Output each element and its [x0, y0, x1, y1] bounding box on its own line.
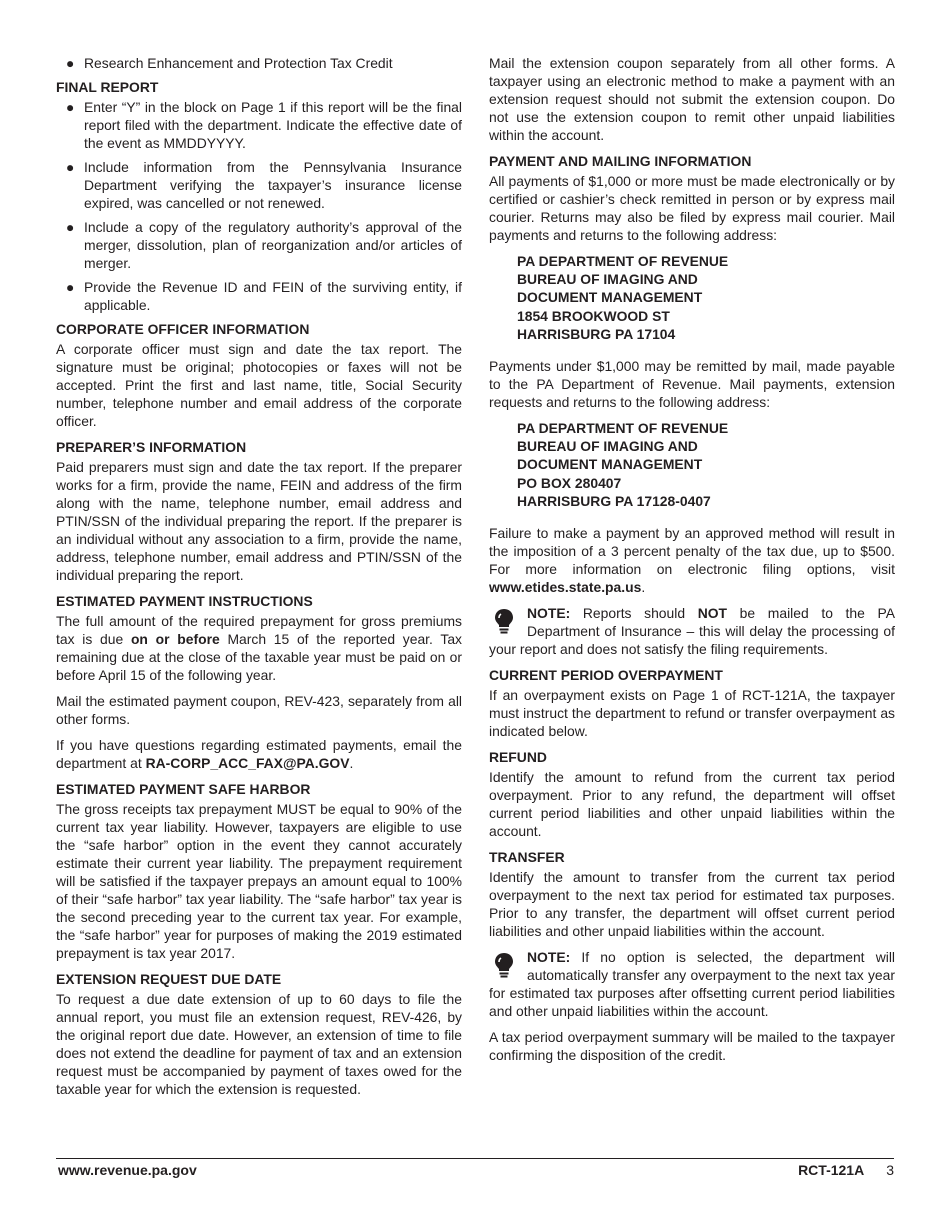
payment-text-1: All payments of $1,000 or more must be made electronically or by certified or cashier’s check remitted in person or by express mail courier. Returns may also be filed by express mail courier. Mail payments and returns to the following address:: [489, 173, 895, 243]
footer-divider: [56, 1158, 894, 1159]
overpayment-text: If an overpayment exists on Page 1 of RCT-121A, the taxpayer must instruct the department to refund or transfer overpayment as indicated below.: [489, 687, 895, 740]
bullet-icon: ●: [66, 55, 75, 71]
extension-text: To request a due date extension of up to 60 days to file the annual report, you must file an extension request, REV-426, by the original report due date. However, an extension of time to file does not extend the deadline for payment of tax and an extension request must be accompanied by payment of taxes owed for the taxable year for which the extension is requested.: [56, 991, 462, 1097]
list-item: ● Include a copy of the regulatory authority’s approval of the merger, dissolution, plan of reorganization and/or articles of merger.: [66, 219, 462, 271]
officer-heading: CORPORATE OFFICER INFORMATION: [56, 321, 310, 337]
payment-text-2: Payments under $1,000 may be remitted by mail, made payable to the PA Department of Revenue. Mail payments, extension requests and returns to the following address:: [489, 358, 895, 411]
preparer-text: Paid preparers must sign and date the tax report. If the preparer works for a firm, provide the name, FEIN and address of the firm along with the name, telephone number, email address and PTIN/SSN of the individual preparing the report. If the preparer is an individual without any association to a firm, provide the name, address, telephone number, email address and PTIN/SSN of the individual preparing the report.: [56, 459, 462, 583]
list-item: ● Include information from the Pennsylvania Insurance Department verifying the taxpayer’s insurance license expired, was cancelled or not renewed.: [66, 159, 462, 211]
footer-url[interactable]: www.revenue.pa.gov: [58, 1162, 197, 1178]
safe-harbor-heading: ESTIMATED PAYMENT SAFE HARBOR: [56, 781, 311, 797]
extension-heading: EXTENSION REQUEST DUE DATE: [56, 971, 282, 987]
final-report-heading: FINAL REPORT: [56, 79, 159, 95]
footer-form-info: [798, 1162, 894, 1178]
estimated-text-2: Mail the estimated payment coupon, REV-423, separately from all other forms.: [56, 693, 462, 727]
mailing-address-1: PA DEPARTMENT OF REVENUE BUREAU OF IMAGING AND DOCUMENT MANAGEMENT 1854 BROOKWOOD ST HARRISBURG PA 17104: [517, 253, 729, 342]
right-column: [489, 54, 895, 1072]
extension-coupon-text: Mail the extension coupon separately from all other forms. A taxpayer using an electronic method to make a payment with an extension request should not submit the extension coupon. Do not use the extension coupon to remit other unpaid liabilities within the account.: [489, 55, 895, 143]
mailing-address-2: PA DEPARTMENT OF REVENUE BUREAU OF IMAGING AND DOCUMENT MANAGEMENT PO BOX 280407 HARRISBURG PA 17128-0407: [517, 420, 729, 509]
officer-text: A corporate officer must sign and date the tax report. The signature must be original; photocopies or faxes will not be accepted. Print the first and last name, title, Social Security number, telephone number and email address of the corporate officer.: [56, 341, 462, 429]
preparer-heading: PREPARER’S INFORMATION: [56, 439, 247, 455]
refund-text: Identify the amount to refund from the current tax period overpayment. Prior to any refund, the department will offset current period liabilities and other unpaid liabilities within the account.: [489, 769, 895, 840]
estimated-text-3: If you have questions regarding estimated payments, email the department at RA-CORP_ACC_FAX@PA.GOV.: [56, 737, 462, 771]
safe-harbor-text: The gross receipts tax prepayment MUST be equal to 90% of the current tax year liability. However, taxpayers are eligible to use the “safe harbor” option in the event they cannot accurately estimate their current year liability. The prepayment requirement will be satisfied if the taxpayer prepays an amount equal to 100% of their “safe harbor” tax year liability. The “safe harbor” tax year is the second preceding year to the current tax year. For example, the “safe harbor” year for purposes of making the 2019 estimated prepayment is tax year 2017.: [56, 801, 462, 961]
payment-text-3: Failure to make a payment by an approved method will result in the imposition of a 3 percent penalty of the tax due, up to $500. For more information on electronic filing options, visit www.etides.state.pa.us.: [489, 525, 895, 596]
summary-text: A tax period overpayment summary will be mailed to the taxpayer confirming the disposition of the credit.: [489, 1029, 895, 1064]
lightbulb-icon: [489, 606, 519, 636]
left-column: [56, 54, 462, 1106]
credit-list: [56, 54, 462, 72]
estimated-text-1: The full amount of the required prepayment for gross premiums tax is due on or before March 15 of the reported year. Tax remaining due at the close of the taxable year must be paid on or before April 15 of the following year.: [56, 613, 462, 683]
bullet-icon: ●: [66, 159, 75, 175]
lightbulb-icon: [489, 950, 519, 980]
payment-heading: PAYMENT AND MAILING INFORMATION: [489, 153, 752, 169]
final-report-list: [56, 98, 462, 314]
note-transfer: NOTE: If no option is selected, the department will automatically transfer any overpayment to the next tax year for estimated tax purposes after offsetting current period liabilities and other unpaid liabilities within the account.: [489, 949, 895, 1020]
overpayment-heading: CURRENT PERIOD OVERPAYMENT: [489, 667, 723, 684]
etides-link[interactable]: www.etides.state.pa.us: [489, 579, 642, 596]
list-item: ● Provide the Revenue ID and FEIN of the surviving entity, if applicable.: [66, 279, 462, 313]
transfer-heading: TRANSFER: [489, 849, 565, 866]
bullet-icon: ●: [66, 99, 75, 115]
list-item: ● Enter “Y” in the block on Page 1 if this report will be the final report filed with the department. Indicate the effective date of the event as MMDDYYYY.: [66, 99, 462, 151]
note-insurance: NOTE: Reports should NOT be mailed to the PA Department of Insurance – this will delay the processing of your report and does not satisfy the filing requirements.: [489, 605, 896, 658]
page-number: 3: [886, 1162, 894, 1178]
list-item: ● Research Enhancement and Protection Tax Credit: [66, 55, 393, 71]
bullet-icon: ●: [66, 279, 75, 295]
refund-heading: REFUND: [489, 749, 547, 766]
bullet-icon: ●: [66, 219, 75, 235]
transfer-text: Identify the amount to transfer from the current tax period overpayment to the next tax period for estimated tax purposes. Prior to any transfer, the department will offset current period liabilities and other unpaid liabilities within the account.: [489, 869, 895, 940]
form-number: RCT-121A: [798, 1162, 865, 1178]
estimated-heading: ESTIMATED PAYMENT INSTRUCTIONS: [56, 593, 313, 609]
contact-email[interactable]: RA-CORP_ACC_FAX@PA.GOV: [145, 755, 350, 771]
